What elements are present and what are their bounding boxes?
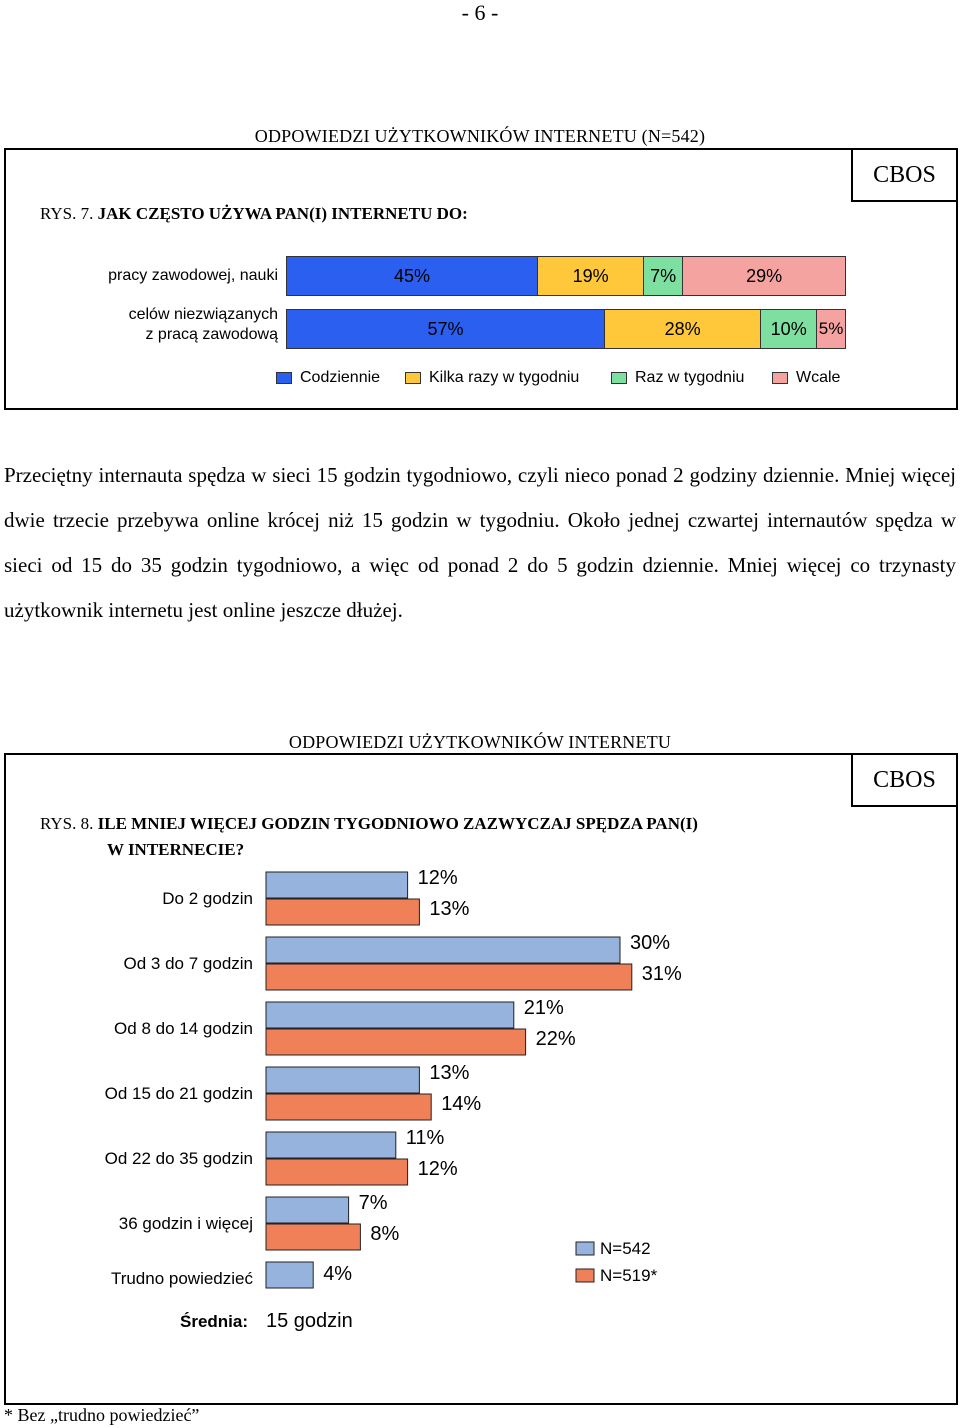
bar-n519 [266,1029,526,1055]
bar-segment-raz [761,310,817,348]
category-label: Od 8 do 14 godzin [114,1019,253,1038]
bar-n519 [266,964,632,990]
bar-value-label: 4% [323,1263,353,1285]
bar-segment-wcale [817,310,845,348]
figure8-title-line2: W INTERNECIE? [107,840,245,859]
figure7-row-label-1 [40,266,278,286]
row-label-line: z pracą zawodową [145,326,278,343]
hours-bar-chart [0,850,960,1310]
figure7-title-text: JAK CZĘSTO UŻYWA PAN(I) INTERNETU DO: [97,204,468,223]
bar-value-label: 12% [417,867,458,889]
legend-label: Kilka razy w tygodniu [429,369,580,386]
figure8-cbos-logo: CBOS [851,753,958,807]
figure8-heading: ODPOWIEDZI UŻYTKOWNIKÓW INTERNETU [288,732,672,752]
category-label: 36 godzin i więcej [118,1214,253,1233]
bar-n519 [266,1094,431,1120]
bar-value-label: 30% [630,932,671,954]
row-label-line: celów niezwiązanych [128,306,278,323]
stacked-bar-row-1 [286,256,846,296]
bar-value-label: 13% [429,1062,470,1084]
bar-n542 [266,1262,313,1288]
bar-value-label: 19% [572,265,609,286]
legend-swatch [576,1242,594,1255]
mean-label: Średnia: [180,1312,249,1331]
legend-label: N=519* [600,1266,658,1285]
bar-n519 [266,1224,360,1250]
bar-value-label: 12% [417,1158,458,1180]
bar-segment-raz [644,257,683,295]
bar-n542 [266,1197,349,1223]
row-label-line: pracy zawodowej, nauki [108,267,278,284]
figure8-title-line1: ILE MNIEJ WIĘCEJ GODZIN TYGODNIOWO ZAZWYCZAJ SPĘDZA PAN(I) [97,814,698,833]
bar-n542 [266,937,620,963]
figure8-rys-label: RYS. 8. [40,814,94,833]
legend-swatch [611,372,627,384]
bar-n542 [266,1002,514,1028]
body-paragraph: Przeciętny internauta spędza w sieci 15 godzin tygodniowo, czyli nieco ponad 2 godziny dziennie. Mniej więcej dwie trzecie przebywa online krócej niż 15 godzin w tygodniu. Około jednej czwartej internautów spędza w sieci od 15 do 35 godzin tygodniowo, a więc od ponad 2 do 5 godzin dziennie. Mniej więcej co trzynasty użytkownik internetu jest online jeszcze dłużej. [4,463,956,622]
bar-value-label: 10% [770,318,807,339]
figure7-cbos-logo: CBOS [851,148,958,202]
bar-n519 [266,899,419,925]
bar-segment-kilka-razy [538,257,644,295]
bar-value-label: 28% [664,318,701,339]
category-label: Od 15 do 21 godzin [104,1084,253,1103]
legend-swatch [576,1269,594,1282]
figure7-title [40,204,468,224]
legend-raz [611,369,744,387]
stacked-bar-row-2 [286,309,846,349]
figure7-row-label-2 [40,305,278,345]
bar-segment-wcale [683,257,845,295]
legend-codziennie [276,369,380,387]
bar-value-label: 21% [523,997,564,1019]
bar-value-label: 7% [650,265,677,286]
bar-value-label: 14% [441,1093,482,1115]
page-number: - 6 - [461,0,499,25]
legend-label: Codziennie [300,369,381,386]
bar-n542 [266,1132,396,1158]
bar-value-label: 57% [427,318,464,339]
bar-n542 [266,1067,419,1093]
figure7-rys-label: RYS. 7. [40,204,94,223]
legend-swatch [405,372,421,384]
legend-label: Wcale [796,369,841,386]
bar-value-label: 29% [746,265,783,286]
category-label: Do 2 godzin [162,889,253,908]
figure7-heading: ODPOWIEDZI UŻYTKOWNIKÓW INTERNETU (N=542) [254,126,706,146]
bar-n519 [266,1159,408,1185]
legend-kilka-razy [405,369,579,387]
legend-swatch [276,372,292,384]
bar-value-label: 22% [535,1028,576,1050]
footnote: * Bez „trudno powiedzieć” [4,1405,200,1425]
category-label: Od 3 do 7 godzin [123,954,253,973]
bar-n542 [266,872,408,898]
bar-value-label: 13% [429,898,470,920]
bar-value-label: 7% [358,1192,388,1214]
legend-wcale [772,369,840,387]
bar-segment-codziennie [287,257,538,295]
legend-label: Raz w tygodniu [635,369,745,386]
bar-value-label: 11% [405,1127,445,1149]
bar-value-label: 31% [641,963,682,985]
bar-value-label: 8% [370,1223,400,1245]
bar-value-label: 5% [818,319,844,338]
category-label: Od 22 do 35 godzin [104,1149,253,1168]
bar-segment-codziennie [287,310,605,348]
legend-swatch [772,372,788,384]
bar-value-label: 45% [394,265,431,286]
legend-label: N=542 [600,1239,651,1258]
mean-value: 15 godzin [266,1310,353,1332]
bar-segment-kilka-razy [605,310,761,348]
category-label: Trudno powiedzieć [110,1269,253,1288]
